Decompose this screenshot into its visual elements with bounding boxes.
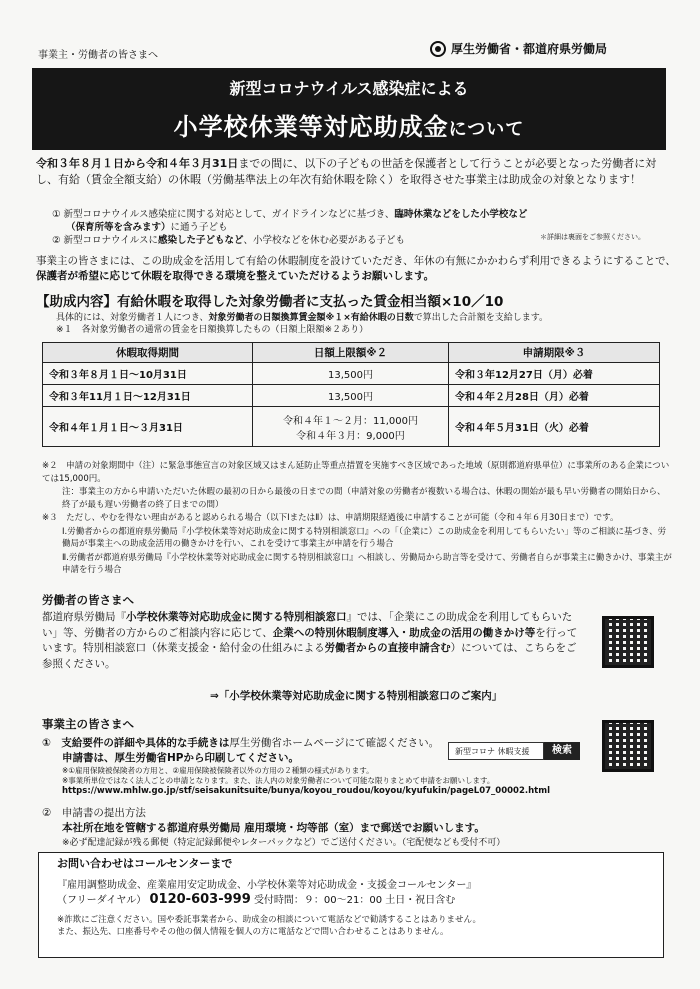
table-row: 令和３年11月１日～12月31日 13,500円 令和４年２月28日（月）必着	[43, 385, 660, 407]
org-header	[430, 40, 607, 57]
employers-heading: 事業主の皆さまへ	[42, 717, 134, 731]
list-item: ① 新型コロナウイルス感染症に関する対応として、ガイドラインなどに基づき、臨時休業などをした小学校など	[52, 209, 528, 220]
search-button[interactable]: 検索	[544, 742, 580, 760]
table-row: 令和３年８月１日～10月31日 13,500円 令和３年12月27日（月）必着	[43, 363, 660, 385]
banner-subtitle: 新型コロナウイルス感染症による	[229, 79, 469, 98]
table-row: 令和４年１月１日～３月31日 令和４年１～２月：11,000円 令和４年３月：9,000円 令和４年５月31日（火）必着	[43, 407, 660, 447]
ministry-logo-icon	[430, 41, 446, 57]
search-box	[448, 742, 580, 760]
contact-box	[38, 852, 664, 958]
page-title: 小学校休業等対応助成金について	[173, 113, 525, 141]
list-item: ② 新型コロナウイルスに感染した子どもなど、小学校などを休む必要がある子ども	[52, 235, 405, 246]
intro-text: 令和３年８月１日から令和４年３月31日までの間に、以下の子どもの世話を保護者として行うことが必要となった労働者に対し、有給（賃金全額支給）の休暇（労働基準法上の年次有給休暇を除く）を取得させた事業主は助成金の対象となります！	[36, 157, 657, 186]
step-1: ① 支給要件の詳細や具体的な手続きは厚生労働省ホームページにて確認ください。 申請書は、厚生労働省HPから印刷してください。 ※①雇用保険被保険者の方用と、②雇用保険被保険者以外の方用の２種類の様式があります。 ※事業所単位ではなく法人ごとの申請となります。また、法人内の対象労働者について可能な限りまとめて申請をお願いします。 https://www.mhlw.go.jp/stf/seisakunitsuite/bunya/koyou_roudou/koyou/kyufukin/pageL07_00002.html	[42, 736, 602, 796]
search-input[interactable]: 新型コロナ 休暇支援	[448, 742, 544, 760]
mhlw-url-link[interactable]: https://www.mhlw.go.jp/stf/seisakunitsuite/bunya/koyou_roudou/koyou/kyufukin/pageL07_00002.html	[62, 786, 550, 796]
subsidy-content-heading: 【助成内容】有給休暇を取得した対象労働者に支払った賃金相当額×10／10	[36, 294, 504, 310]
subsidy-content-desc: 具体的には、対象労働者１人につき、対象労働者の日額換算賃金額※１×有給休暇の日数で算出した合計額を支給します。 ※１ 各対象労働者の通常の賃金を日額換算したもの（日額上限額※２あり）	[56, 313, 549, 335]
fraud-warning: ※詐欺にご注意ください。国や委託事業者から、助成金の相談について電話などで勧誘することはありません。 また、振込先、口座番号やその他の個人情報を個人の方に電話などで問い合わせることはありません。	[57, 915, 481, 937]
call-center-phone: （フリーダイヤル） 0120-603-999 受付時間：９：00～21：00 土日・祝日含む	[57, 892, 456, 907]
consultation-guide-link[interactable]: ⇒「小学校休業等対応助成金に関する特別相談窓口のご案内」	[210, 690, 503, 702]
qr-code-icon[interactable]	[602, 616, 654, 668]
subsidy-table	[42, 342, 660, 447]
col-header: 申請期限※３	[449, 343, 660, 363]
col-header: 休暇取得期間	[43, 343, 253, 363]
title-banner	[32, 68, 666, 150]
workers-heading: 労働者の皆さまへ	[42, 593, 134, 607]
qr-code-icon[interactable]	[602, 720, 654, 772]
call-center-name: 『雇用調整助成金、産業雇用安定助成金、小学校休業等対応助成金・支援金コールセンター』	[57, 880, 477, 891]
list-item: （保育所等を含みます）に通う子ども	[66, 222, 228, 233]
table-notes: ※２ 申請の対象期間中（注）に緊急事態宣言の対象区域又はまん延防止等重点措置を実施すべき区域であった地域（原則都道府県単位）に事業所のある企業については15,000円。 注：事業主の方から申請いただいた休暇の最初の日から最後の日までの間（申請対象の労働者が複数いる場合は、休暇の開始が最も早い労働者の開始日から、終了が最も遅い労働者の終了日までの間） ※３ ただし、やむを得ない理由があると認められる場合（以下ⅠまたはⅡ）は、申請期限経過後に申請することが可能（令和４年６月30日まで）です。 Ⅰ.労働者からの都道府県労働局『小学校休業等対応助成金に関する特別相談窓口』への「（企業に）この助成金を利用してもらいたい」等のご相談に基づき、労働局が事業主への助成金活用の働きかけを行い、これを受けて事業主が申請を行う場合 Ⅱ.労働者が都道府県労働局『小学校休業等対応助成金に関する特別相談窓口』へ相談し、労働局から助言等を受けて、労働者自らが事業主に働きかけ、事業主が申請を行う場合	[42, 461, 672, 575]
org-name: 厚生労働省・都道府県労働局	[451, 42, 608, 56]
see-back-note: ＊詳細は裏面をご参照ください。	[540, 233, 645, 241]
request-paragraph: 事業主の皆さまには、この助成金を活用して有給の休暇制度を設けていただき、年休の有無にかかわらず利用できるようにすることで、保護者が希望に応じて休暇を取得できる環境を整えていただけるようお願いします。	[36, 255, 676, 282]
col-header: 日額上限額※２	[253, 343, 449, 363]
contact-heading: お問い合わせはコールセンターまで	[57, 857, 233, 870]
table-header-row	[43, 343, 660, 363]
audience-label: 事業主・労働者の皆さまへ	[38, 50, 158, 61]
workers-text: 都道府県労働局『小学校休業等対応助成金に関する特別相談窓口』では、「企業にこの助成金を利用してもらいたい」等、労働者の方からのご相談内容に応じて、企業への特別休暇制度導入・助成金の活用の働きかけ等を行っています。特別相談窓口（休業支援金・給付金の仕組みによる労働者からの直接申請含む）については、こちらをご参照ください。	[42, 611, 578, 670]
step-2: ② 申請書の提出方法 本社所在地を管轄する都道府県労働局 雇用環境・均等部（室）まで郵送でお願いします。 ※必ず配達記録が残る郵便（特定記録郵便やレターパックなど）でご送付ください。（宅配便なども受付不可）	[42, 807, 506, 848]
